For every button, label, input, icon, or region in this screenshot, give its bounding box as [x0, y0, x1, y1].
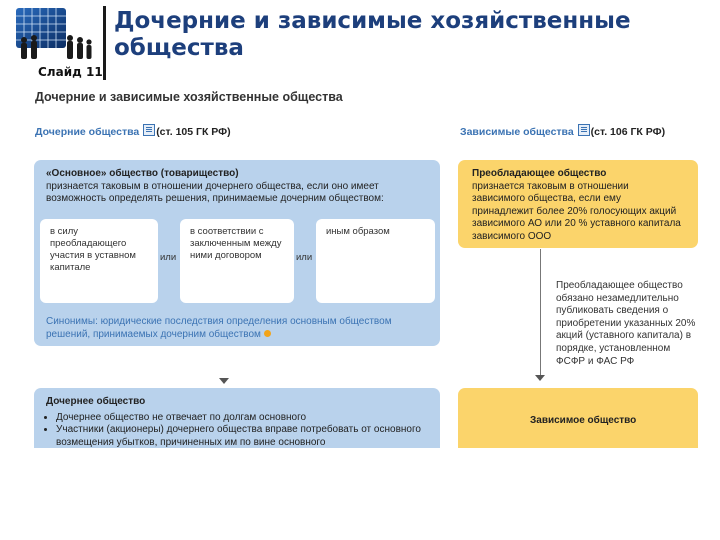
- page-title: Дочерние и зависимые хозяйственные общества: [114, 8, 631, 61]
- dominant-company-title: Преобладающее общество: [472, 168, 607, 179]
- parent-company-title: «Основное» общество (товарищество): [46, 168, 239, 179]
- or-label: или: [160, 252, 177, 263]
- subsidiary-title: Дочернее общество: [46, 396, 146, 407]
- list-item: • Дочернее общество не отвечает по долгам основного: [56, 412, 428, 425]
- parent-company-text: признается таковым в отношении дочернего общества, если оно имеет возможность определять решения, принимаемые дочерним обществом:: [46, 180, 384, 204]
- synonyms-text-content: Синонимы: юридические последствия определения основным обществом решений, принимаемых дочерним обществом: [46, 316, 392, 340]
- dominant-company-text: признается таковым в отношении зависимого общества, если ему принадлежит более 20% голосующих акций зависимого АО или 20 % уставного капитала зависимого ООО: [472, 180, 681, 242]
- dominant-company-box: [458, 160, 698, 248]
- diagram-title: Дочерние и зависимые хозяйственные общества: [35, 90, 343, 104]
- subsidiary-box: [34, 388, 440, 448]
- document-icon[interactable]: [578, 124, 590, 136]
- list-item: • Участники (акционеры) дочернего общества вправе потребовать от основного возмещения убытков, причиненных им по вине основного: [56, 424, 428, 449]
- connector-line: [540, 249, 541, 375]
- subsidiary-header-text: Дочерние общества: [35, 126, 140, 138]
- subsidiary-header: [35, 124, 231, 138]
- or-label: или: [296, 252, 313, 263]
- dependent-company-title: Зависимое общество: [530, 415, 637, 426]
- diagram: [0, 84, 720, 448]
- subsidiary-header-ref: (ст. 105 ГК РФ): [156, 126, 231, 138]
- control-card-contract: в соответствии с заключенным между ними договором: [180, 219, 294, 303]
- control-card-other: иным образом: [316, 219, 435, 303]
- dependent-header-text: Зависимые общества: [460, 126, 574, 138]
- subsidiary-bullets: [46, 412, 428, 450]
- arrow-down-icon: [219, 378, 229, 384]
- company-logo: [6, 4, 96, 62]
- control-card-participation: в силу преобладающего участия в уставном капитале: [40, 219, 158, 303]
- publication-note: Преобладающее общество обязано незамедлительно публиковать сведения о приобретении указанных 20% акций (уставного капитала) в порядке, установленном ФСФР и ФАС РФ: [556, 280, 696, 367]
- header-divider: [103, 6, 106, 80]
- comment-icon[interactable]: [264, 330, 271, 337]
- dependent-company-box: [458, 388, 698, 448]
- slide-number: Слайд 11: [38, 65, 103, 79]
- dependent-header-ref: (ст. 106 ГК РФ): [590, 126, 666, 138]
- synonyms-text: [46, 315, 426, 341]
- arrow-down-icon: [535, 375, 545, 381]
- document-icon[interactable]: [143, 124, 155, 136]
- dependent-header: [460, 124, 665, 138]
